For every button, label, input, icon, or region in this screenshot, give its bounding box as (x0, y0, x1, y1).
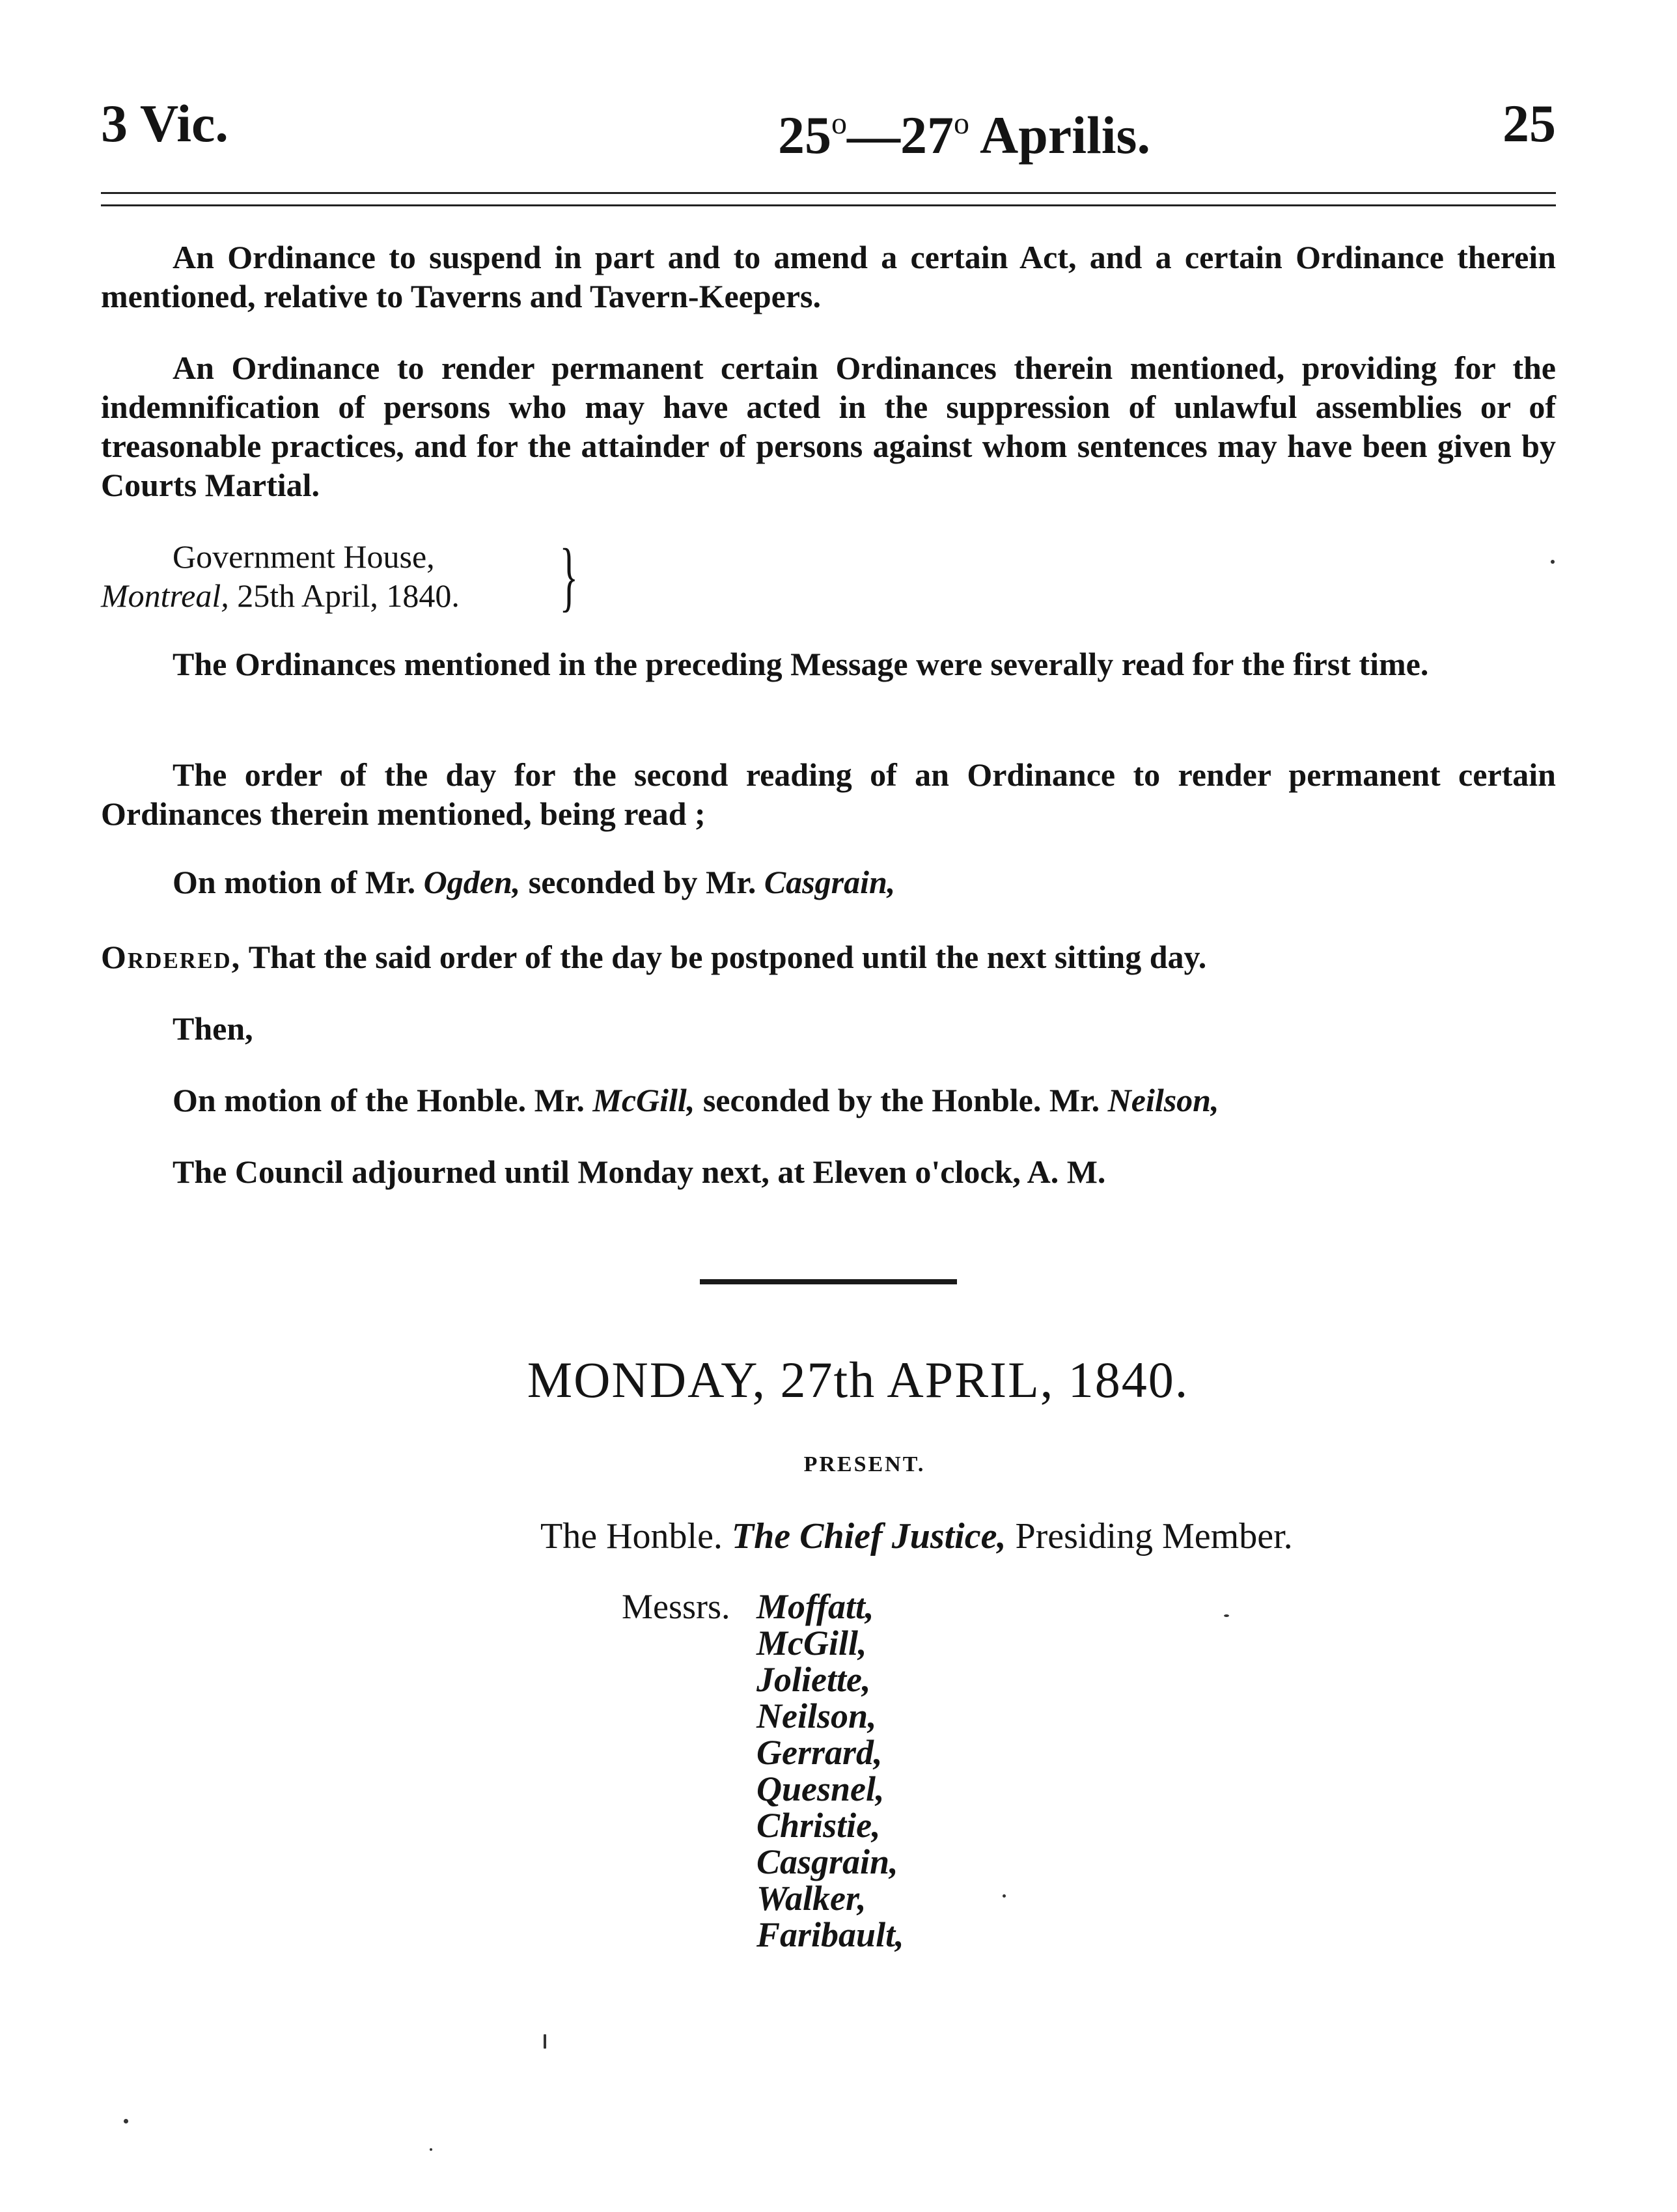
regnal-year: 3 Vic. (101, 94, 229, 153)
page-number: 25 (1503, 94, 1556, 153)
speck (1551, 560, 1555, 564)
read-first-time-paragraph: The Ordinances mentioned in the preceding Message were severally read for the first time. (173, 646, 1429, 682)
running-head (101, 91, 1556, 165)
present-label: PRESENT. (803, 1452, 926, 1476)
speck (1003, 1894, 1006, 1898)
member-name: Moffatt, (756, 1587, 874, 1626)
section-divider (700, 1279, 957, 1284)
ordered-paragraph: Ordered, That the said order of the day be postponed until the next sitting day. (101, 939, 1207, 975)
ordinance-permanent: An Ordinance to render permanent certain Ordinances therein mentioned, providing for the indemnification of persons who may have acted in the suppression of unlawful assemblies or of treasonable practices, and for the attainder of persons against whom sentences may have been given by Courts Martial. (101, 350, 1556, 503)
motion-mcgill: On motion of the Honble. Mr. McGill, seconded by the Honble. Mr. Neilson, (173, 1082, 1219, 1118)
speck (1224, 1614, 1229, 1617)
member-name: Faribault, (756, 1915, 904, 1954)
member-name: Neilson, (756, 1696, 877, 1735)
member-name: McGill, (756, 1624, 867, 1663)
motion-ogden: On motion of Mr. Ogden, seconded by Mr. Casgrain, (173, 864, 896, 900)
signature-place-date: Montreal, 25th April, 1840. (101, 577, 460, 614)
speck (544, 2034, 546, 2049)
sitting-date-heading: MONDAY, 27th APRIL, 1840. (527, 1351, 1189, 1408)
presiding-member: The Honble. The Chief Justice, Presiding Member. (540, 1516, 1293, 1556)
adjourned-paragraph: The Council adjourned until Monday next, at Eleven o'clock, A. M. (173, 1154, 1106, 1190)
messrs-label: Messrs. (622, 1587, 730, 1626)
member-name: Casgrain, (756, 1842, 898, 1881)
ordinance-taverns: An Ordinance to suspend in part and to amend a certain Act, and a certain Ordinance therein mentioned, relative to Taverns and Tavern-Keepers. (101, 239, 1556, 314)
member-name: Walker, (756, 1879, 866, 1918)
date-range: 25$^o$—27$^o$ Aprilis. (778, 105, 1150, 165)
speck (430, 2148, 432, 2151)
member-name: Gerrard, (756, 1733, 883, 1772)
brace-icon: } (559, 532, 579, 619)
speck (124, 2119, 128, 2123)
member-name: Christie, (756, 1806, 881, 1845)
signature-location: Government House, (173, 538, 435, 575)
member-name: Quesnel, (756, 1769, 885, 1808)
order-of-day-paragraph: The order of the day for the second reading of an Ordinance to render permanent certain Ordinances therein mentioned, being read ; (101, 756, 1556, 832)
header-double-rule (101, 192, 1556, 206)
members-list (756, 1588, 904, 1953)
then-paragraph: Then, (173, 1010, 253, 1047)
member-name: Joliette, (756, 1660, 871, 1699)
